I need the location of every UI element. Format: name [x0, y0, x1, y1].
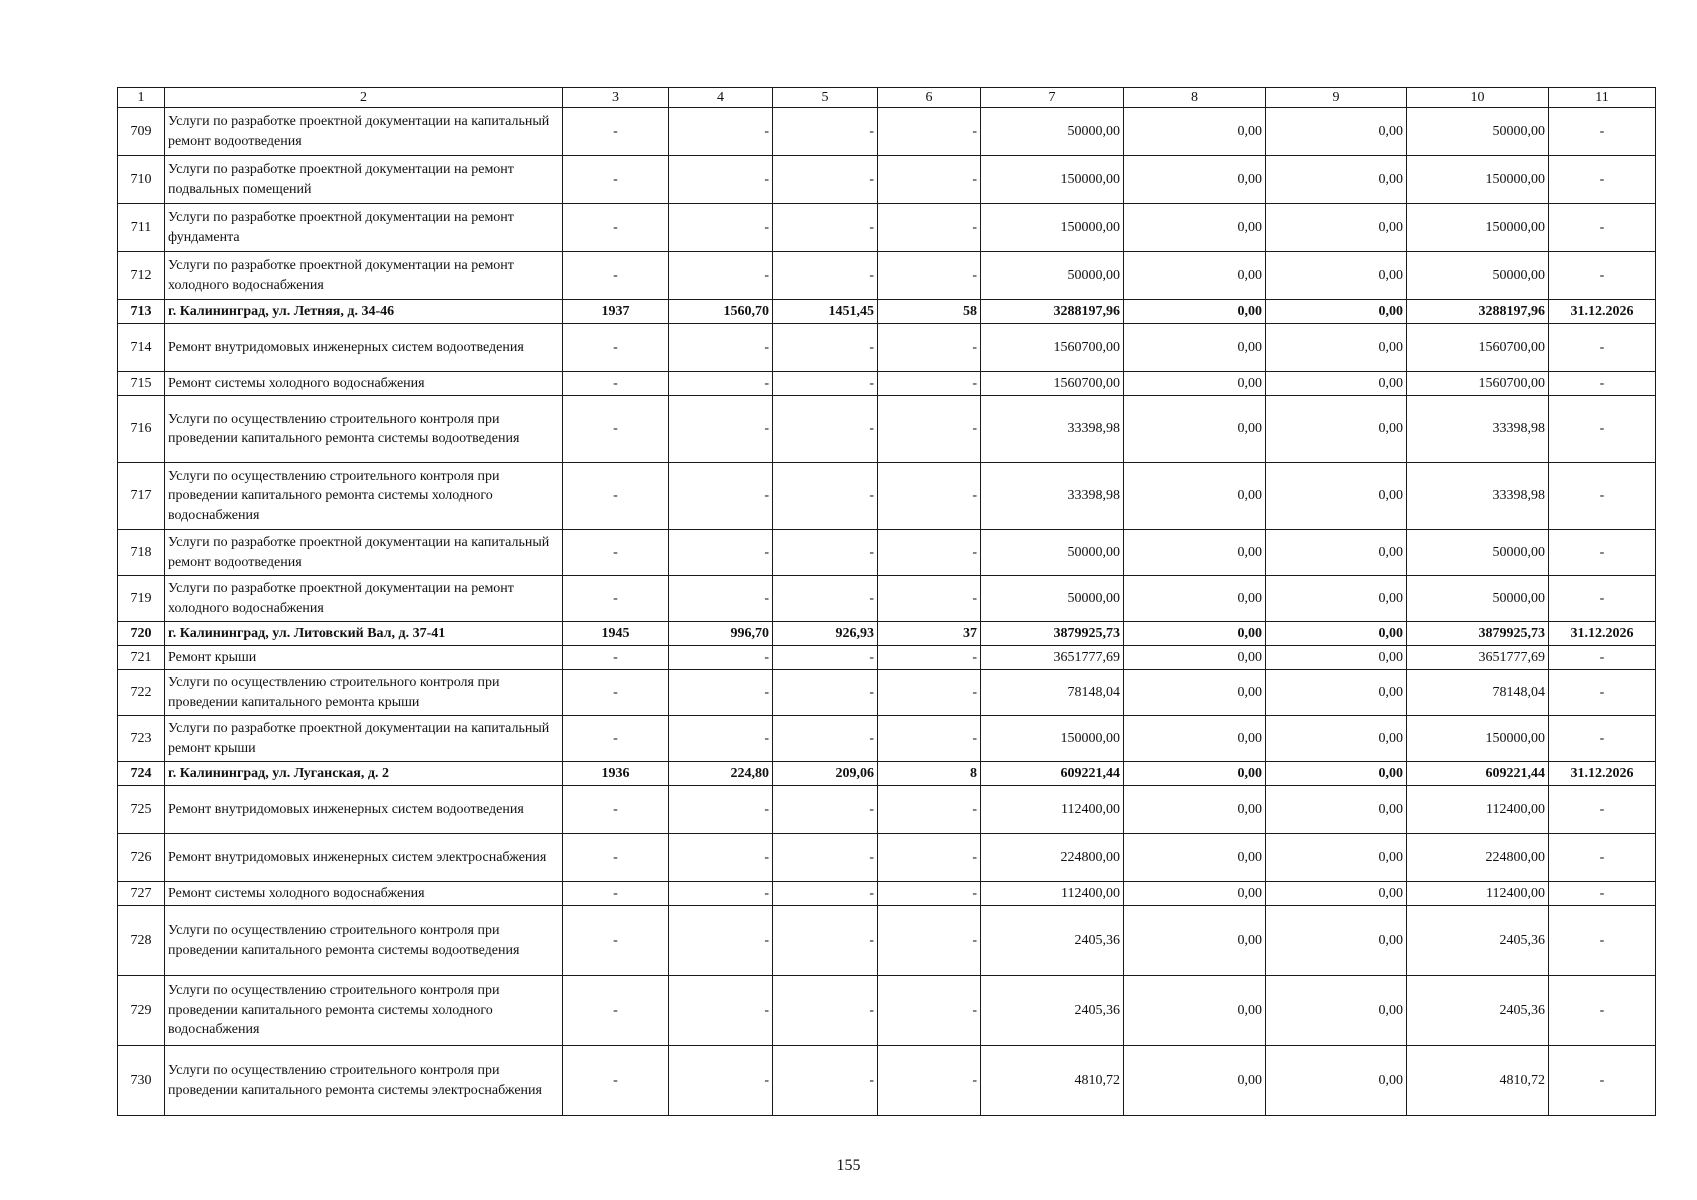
cost-col9-cell: 0,00 [1266, 762, 1407, 786]
deadline-cell: - [1549, 204, 1656, 252]
area-living-cell: - [773, 204, 878, 252]
residents-cell: - [878, 252, 981, 300]
area-living-cell: - [773, 786, 878, 834]
table-row [118, 882, 1656, 906]
table-row [118, 834, 1656, 882]
deadline-cell: - [1549, 716, 1656, 762]
work-name: Услуги по разработке проектной документации на ремонт фундамента [165, 204, 563, 252]
cost-col8-cell: 0,00 [1124, 576, 1266, 622]
year-cell: 1945 [563, 622, 669, 646]
area-total-cell: - [669, 976, 773, 1046]
cost-col9-cell: 0,00 [1266, 324, 1407, 372]
deadline-cell: - [1549, 108, 1656, 156]
residents-cell: - [878, 646, 981, 670]
column-header: 11 [1549, 88, 1656, 108]
row-number: 727 [118, 882, 165, 906]
table-row [118, 786, 1656, 834]
year-cell: - [563, 156, 669, 204]
cost-col9-cell: 0,00 [1266, 396, 1407, 463]
cost-col9-cell: 0,00 [1266, 372, 1407, 396]
cost-col10-cell: 50000,00 [1407, 576, 1549, 622]
column-header: 2 [165, 88, 563, 108]
residents-cell: 8 [878, 762, 981, 786]
cost-col9-cell: 0,00 [1266, 646, 1407, 670]
work-name: г. Калининград, ул. Литовский Вал, д. 37-41 [165, 622, 563, 646]
row-number: 720 [118, 622, 165, 646]
row-number: 725 [118, 786, 165, 834]
year-cell: - [563, 530, 669, 576]
cost-col10-cell: 1560700,00 [1407, 372, 1549, 396]
cost-col8-cell: 0,00 [1124, 906, 1266, 976]
area-living-cell: - [773, 834, 878, 882]
work-name: Услуги по осуществлению строительного контроля при проведении капитального ремонта системы холодного водоснабжения [165, 976, 563, 1046]
column-header: 9 [1266, 88, 1407, 108]
table-row [118, 156, 1656, 204]
address-row [118, 762, 1656, 786]
cost-total-cell: 1560700,00 [981, 324, 1124, 372]
deadline-cell: 31.12.2026 [1549, 300, 1656, 324]
cost-col10-cell: 2405,36 [1407, 906, 1549, 976]
area-living-cell: 1451,45 [773, 300, 878, 324]
works-table [117, 87, 1656, 1116]
cost-col9-cell: 0,00 [1266, 576, 1407, 622]
residents-cell: 58 [878, 300, 981, 324]
column-header: 3 [563, 88, 669, 108]
work-name: Услуги по разработке проектной документации на капитальный ремонт водоотведения [165, 530, 563, 576]
cost-col8-cell: 0,00 [1124, 786, 1266, 834]
cost-col10-cell: 4810,72 [1407, 1046, 1549, 1116]
cost-col9-cell: 0,00 [1266, 976, 1407, 1046]
area-total-cell: - [669, 1046, 773, 1116]
table-row [118, 530, 1656, 576]
year-cell: - [563, 576, 669, 622]
area-living-cell: - [773, 156, 878, 204]
table-row [118, 204, 1656, 252]
cost-col10-cell: 33398,98 [1407, 463, 1549, 530]
deadline-cell: - [1549, 670, 1656, 716]
deadline-cell: - [1549, 906, 1656, 976]
work-name: г. Калининград, ул. Луганская, д. 2 [165, 762, 563, 786]
cost-col8-cell: 0,00 [1124, 1046, 1266, 1116]
cost-col9-cell: 0,00 [1266, 530, 1407, 576]
address-row [118, 622, 1656, 646]
cost-total-cell: 609221,44 [981, 762, 1124, 786]
column-header: 5 [773, 88, 878, 108]
deadline-cell: - [1549, 1046, 1656, 1116]
area-total-cell: - [669, 530, 773, 576]
residents-cell: - [878, 576, 981, 622]
year-cell: - [563, 252, 669, 300]
area-total-cell: - [669, 324, 773, 372]
residents-cell: - [878, 976, 981, 1046]
cost-total-cell: 3879925,73 [981, 622, 1124, 646]
cost-col8-cell: 0,00 [1124, 300, 1266, 324]
deadline-cell: - [1549, 976, 1656, 1046]
cost-col10-cell: 2405,36 [1407, 976, 1549, 1046]
cost-col10-cell: 112400,00 [1407, 882, 1549, 906]
work-name: Ремонт системы холодного водоснабжения [165, 372, 563, 396]
work-name: Ремонт крыши [165, 646, 563, 670]
cost-col10-cell: 50000,00 [1407, 252, 1549, 300]
cost-total-cell: 50000,00 [981, 252, 1124, 300]
deadline-cell: - [1549, 324, 1656, 372]
deadline-cell: - [1549, 463, 1656, 530]
cost-col10-cell: 1560700,00 [1407, 324, 1549, 372]
year-cell: - [563, 1046, 669, 1116]
area-living-cell: - [773, 463, 878, 530]
work-name: Ремонт системы холодного водоснабжения [165, 882, 563, 906]
column-header: 8 [1124, 88, 1266, 108]
area-living-cell: - [773, 108, 878, 156]
year-cell: - [563, 646, 669, 670]
cost-total-cell: 50000,00 [981, 576, 1124, 622]
cost-col9-cell: 0,00 [1266, 252, 1407, 300]
cost-total-cell: 150000,00 [981, 204, 1124, 252]
area-total-cell: - [669, 576, 773, 622]
work-name: Услуги по разработке проектной документации на ремонт холодного водоснабжения [165, 252, 563, 300]
row-number: 714 [118, 324, 165, 372]
cost-col10-cell: 609221,44 [1407, 762, 1549, 786]
cost-col8-cell: 0,00 [1124, 530, 1266, 576]
area-total-cell: - [669, 670, 773, 716]
column-header: 6 [878, 88, 981, 108]
area-living-cell: 209,06 [773, 762, 878, 786]
table-row [118, 1046, 1656, 1116]
work-name: г. Калининград, ул. Летняя, д. 34-46 [165, 300, 563, 324]
area-total-cell: - [669, 252, 773, 300]
cost-col10-cell: 150000,00 [1407, 204, 1549, 252]
area-living-cell: - [773, 646, 878, 670]
residents-cell: - [878, 1046, 981, 1116]
residents-cell: - [878, 906, 981, 976]
cost-col9-cell: 0,00 [1266, 834, 1407, 882]
table-row [118, 716, 1656, 762]
work-name: Ремонт внутридомовых инженерных систем электроснабжения [165, 834, 563, 882]
year-cell: - [563, 716, 669, 762]
residents-cell: - [878, 670, 981, 716]
cost-col8-cell: 0,00 [1124, 834, 1266, 882]
cost-total-cell: 2405,36 [981, 976, 1124, 1046]
deadline-cell: - [1549, 530, 1656, 576]
address-row [118, 300, 1656, 324]
area-living-cell: - [773, 252, 878, 300]
work-name: Услуги по разработке проектной документации на ремонт холодного водоснабжения [165, 576, 563, 622]
table-row [118, 906, 1656, 976]
work-name: Услуги по осуществлению строительного контроля при проведении капитального ремонта системы холодного водоснабжения [165, 463, 563, 530]
year-cell: - [563, 463, 669, 530]
year-cell: 1936 [563, 762, 669, 786]
cost-total-cell: 150000,00 [981, 156, 1124, 204]
area-total-cell: - [669, 786, 773, 834]
row-number: 729 [118, 976, 165, 1046]
area-living-cell: 926,93 [773, 622, 878, 646]
row-number: 715 [118, 372, 165, 396]
row-number: 710 [118, 156, 165, 204]
cost-total-cell: 33398,98 [981, 396, 1124, 463]
deadline-cell: - [1549, 646, 1656, 670]
cost-col8-cell: 0,00 [1124, 716, 1266, 762]
work-name: Услуги по осуществлению строительного контроля при проведении капитального ремонта системы водоотведения [165, 396, 563, 463]
table-row [118, 670, 1656, 716]
cost-col10-cell: 3288197,96 [1407, 300, 1549, 324]
cost-col10-cell: 112400,00 [1407, 786, 1549, 834]
column-header-row [118, 88, 1656, 108]
deadline-cell: - [1549, 576, 1656, 622]
row-number: 722 [118, 670, 165, 716]
cost-col9-cell: 0,00 [1266, 906, 1407, 976]
row-number: 712 [118, 252, 165, 300]
residents-cell: - [878, 786, 981, 834]
table-row [118, 108, 1656, 156]
cost-total-cell: 2405,36 [981, 906, 1124, 976]
cost-col9-cell: 0,00 [1266, 622, 1407, 646]
work-name: Ремонт внутридомовых инженерных систем водоотведения [165, 324, 563, 372]
year-cell: - [563, 204, 669, 252]
cost-col10-cell: 150000,00 [1407, 716, 1549, 762]
cost-col8-cell: 0,00 [1124, 396, 1266, 463]
deadline-cell: 31.12.2026 [1549, 622, 1656, 646]
year-cell: - [563, 670, 669, 716]
area-total-cell: - [669, 396, 773, 463]
cost-total-cell: 3651777,69 [981, 646, 1124, 670]
area-living-cell: - [773, 530, 878, 576]
year-cell: - [563, 324, 669, 372]
year-cell: - [563, 976, 669, 1046]
area-total-cell: - [669, 463, 773, 530]
cost-col10-cell: 50000,00 [1407, 108, 1549, 156]
column-header: 4 [669, 88, 773, 108]
cost-col8-cell: 0,00 [1124, 463, 1266, 530]
table-row [118, 576, 1656, 622]
area-total-cell: 224,80 [669, 762, 773, 786]
residents-cell: - [878, 882, 981, 906]
work-name: Услуги по осуществлению строительного контроля при проведении капитального ремонта системы электроснабжения [165, 1046, 563, 1116]
residents-cell: - [878, 530, 981, 576]
cost-col8-cell: 0,00 [1124, 108, 1266, 156]
cost-col10-cell: 224800,00 [1407, 834, 1549, 882]
row-number: 717 [118, 463, 165, 530]
residents-cell: - [878, 396, 981, 463]
table-row [118, 372, 1656, 396]
cost-total-cell: 33398,98 [981, 463, 1124, 530]
cost-col8-cell: 0,00 [1124, 976, 1266, 1046]
table-row [118, 976, 1656, 1046]
work-name: Услуги по разработке проектной документации на капитальный ремонт водоотведения [165, 108, 563, 156]
year-cell: - [563, 882, 669, 906]
row-number: 728 [118, 906, 165, 976]
year-cell: - [563, 786, 669, 834]
work-name: Услуги по осуществлению строительного контроля при проведении капитального ремонта крыши [165, 670, 563, 716]
page-number: 155 [836, 1157, 861, 1174]
cost-col8-cell: 0,00 [1124, 204, 1266, 252]
cost-col10-cell: 150000,00 [1407, 156, 1549, 204]
deadline-cell: - [1549, 396, 1656, 463]
cost-col10-cell: 33398,98 [1407, 396, 1549, 463]
work-name: Услуги по разработке проектной документации на ремонт подвальных помещений [165, 156, 563, 204]
table-row [118, 646, 1656, 670]
row-number: 730 [118, 1046, 165, 1116]
cost-total-cell: 150000,00 [981, 716, 1124, 762]
cost-col9-cell: 0,00 [1266, 882, 1407, 906]
residents-cell: - [878, 156, 981, 204]
row-number: 713 [118, 300, 165, 324]
deadline-cell: - [1549, 834, 1656, 882]
cost-col10-cell: 78148,04 [1407, 670, 1549, 716]
cost-col8-cell: 0,00 [1124, 646, 1266, 670]
table-row [118, 252, 1656, 300]
cost-col8-cell: 0,00 [1124, 670, 1266, 716]
cost-col8-cell: 0,00 [1124, 324, 1266, 372]
area-living-cell: - [773, 324, 878, 372]
cost-total-cell: 112400,00 [981, 786, 1124, 834]
cost-col9-cell: 0,00 [1266, 670, 1407, 716]
cost-col8-cell: 0,00 [1124, 252, 1266, 300]
year-cell: - [563, 834, 669, 882]
cost-col8-cell: 0,00 [1124, 882, 1266, 906]
work-name: Ремонт внутридомовых инженерных систем водоотведения [165, 786, 563, 834]
cost-col9-cell: 0,00 [1266, 108, 1407, 156]
residents-cell: - [878, 204, 981, 252]
cost-col8-cell: 0,00 [1124, 156, 1266, 204]
cost-col9-cell: 0,00 [1266, 463, 1407, 530]
residents-cell: - [878, 834, 981, 882]
cost-col9-cell: 0,00 [1266, 156, 1407, 204]
deadline-cell: - [1549, 156, 1656, 204]
cost-col10-cell: 50000,00 [1407, 530, 1549, 576]
cost-col9-cell: 0,00 [1266, 300, 1407, 324]
area-total-cell: - [669, 906, 773, 976]
area-living-cell: - [773, 372, 878, 396]
deadline-cell: - [1549, 372, 1656, 396]
deadline-cell: - [1549, 786, 1656, 834]
area-living-cell: - [773, 576, 878, 622]
area-living-cell: - [773, 976, 878, 1046]
residents-cell: 37 [878, 622, 981, 646]
row-number: 726 [118, 834, 165, 882]
cost-col8-cell: 0,00 [1124, 622, 1266, 646]
cost-col8-cell: 0,00 [1124, 762, 1266, 786]
area-total-cell: - [669, 156, 773, 204]
row-number: 711 [118, 204, 165, 252]
deadline-cell: - [1549, 882, 1656, 906]
year-cell: - [563, 372, 669, 396]
year-cell: 1937 [563, 300, 669, 324]
area-total-cell: 1560,70 [669, 300, 773, 324]
area-total-cell: - [669, 646, 773, 670]
area-living-cell: - [773, 716, 878, 762]
cost-col9-cell: 0,00 [1266, 1046, 1407, 1116]
column-header: 7 [981, 88, 1124, 108]
year-cell: - [563, 396, 669, 463]
work-name: Услуги по осуществлению строительного контроля при проведении капитального ремонта системы водоотведения [165, 906, 563, 976]
cost-total-cell: 3288197,96 [981, 300, 1124, 324]
row-number: 709 [118, 108, 165, 156]
residents-cell: - [878, 108, 981, 156]
residents-cell: - [878, 324, 981, 372]
table-row [118, 396, 1656, 463]
column-header: 10 [1407, 88, 1549, 108]
column-header: 1 [118, 88, 165, 108]
cost-col9-cell: 0,00 [1266, 786, 1407, 834]
area-living-cell: - [773, 882, 878, 906]
cost-total-cell: 50000,00 [981, 108, 1124, 156]
row-number: 724 [118, 762, 165, 786]
row-number: 723 [118, 716, 165, 762]
cost-total-cell: 4810,72 [981, 1046, 1124, 1116]
cost-total-cell: 224800,00 [981, 834, 1124, 882]
cost-total-cell: 50000,00 [981, 530, 1124, 576]
deadline-cell: - [1549, 252, 1656, 300]
row-number: 716 [118, 396, 165, 463]
area-total-cell: - [669, 834, 773, 882]
cost-total-cell: 78148,04 [981, 670, 1124, 716]
row-number: 721 [118, 646, 165, 670]
cost-col10-cell: 3651777,69 [1407, 646, 1549, 670]
area-total-cell: - [669, 716, 773, 762]
table-body [118, 88, 1656, 1116]
area-total-cell: - [669, 372, 773, 396]
residents-cell: - [878, 372, 981, 396]
area-total-cell: - [669, 882, 773, 906]
row-number: 718 [118, 530, 165, 576]
row-number: 719 [118, 576, 165, 622]
residents-cell: - [878, 463, 981, 530]
cost-col9-cell: 0,00 [1266, 204, 1407, 252]
area-total-cell: 996,70 [669, 622, 773, 646]
area-living-cell: - [773, 396, 878, 463]
area-living-cell: - [773, 1046, 878, 1116]
area-living-cell: - [773, 670, 878, 716]
residents-cell: - [878, 716, 981, 762]
year-cell: - [563, 906, 669, 976]
work-name: Услуги по разработке проектной документации на капитальный ремонт крыши [165, 716, 563, 762]
cost-total-cell: 112400,00 [981, 882, 1124, 906]
cost-total-cell: 1560700,00 [981, 372, 1124, 396]
year-cell: - [563, 108, 669, 156]
deadline-cell: 31.12.2026 [1549, 762, 1656, 786]
table-row [118, 463, 1656, 530]
area-total-cell: - [669, 108, 773, 156]
area-living-cell: - [773, 906, 878, 976]
cost-col9-cell: 0,00 [1266, 716, 1407, 762]
cost-col10-cell: 3879925,73 [1407, 622, 1549, 646]
area-total-cell: - [669, 204, 773, 252]
cost-col8-cell: 0,00 [1124, 372, 1266, 396]
table-row [118, 324, 1656, 372]
